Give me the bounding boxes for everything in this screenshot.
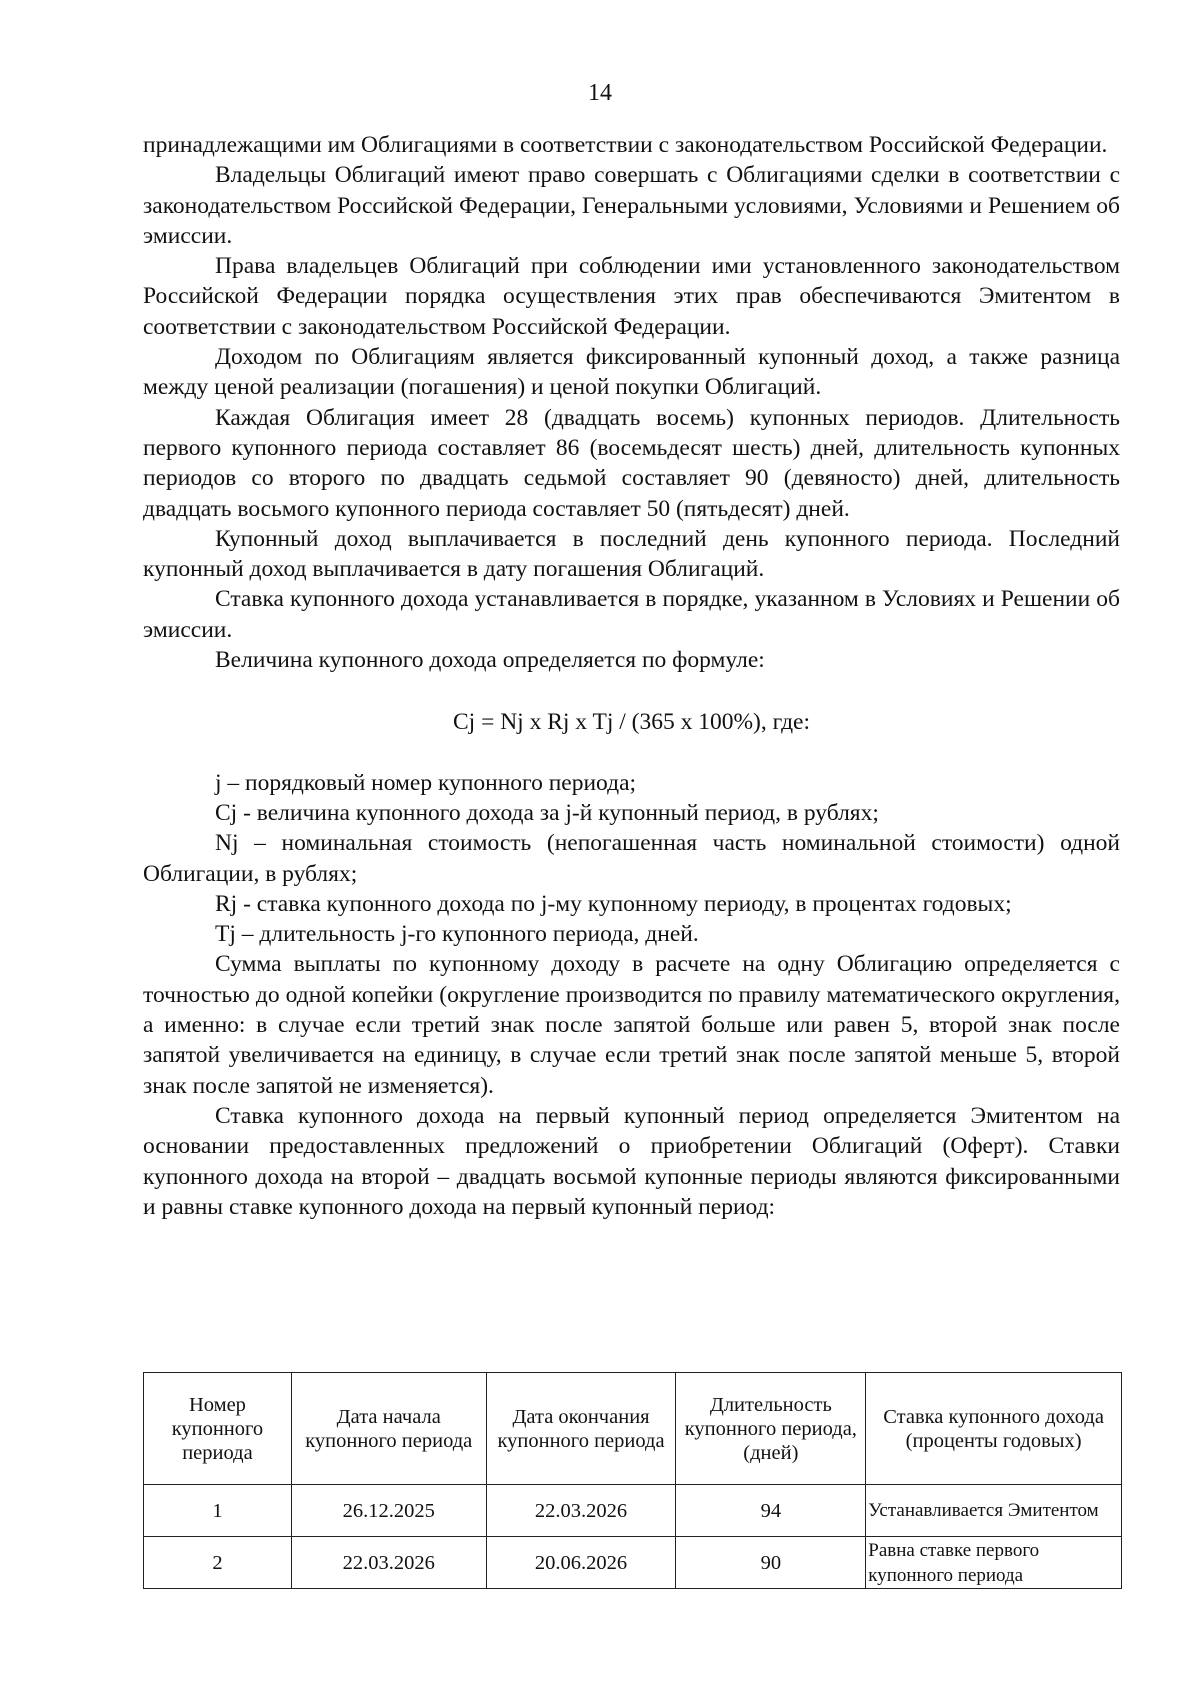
paragraph: Доходом по Облигациям является фиксированный купонный доход, а также разница между ценой реализации (погашения) и ценой покупки Облигаций. (143, 344, 1120, 401)
cell-coupon-rate: Равна ставке первого купонного периода (866, 1537, 1122, 1589)
header-end-date: Дата окончания купонного периода (486, 1373, 676, 1485)
cell-period-number: 1 (144, 1485, 292, 1537)
header-start-date: Дата начала купонного периода (291, 1373, 486, 1485)
document-body (143, 130, 1120, 1222)
paragraph: Ставка купонного дохода на первый купонный период определяется Эмитентом на основании предоставленных предложений о приобретении Облигаций (Оферт). Ставки купонного дохода на второй – двадцать восьмой купонные периоды являются фиксированными и равны ставке купонного дохода на первый купонный период: (143, 1102, 1120, 1220)
paragraph: Величина купонного дохода определяется по формуле: (215, 647, 765, 674)
header-coupon-rate: Ставка купонного дохода (проценты годовых) (866, 1373, 1122, 1485)
paragraph: Сумма выплаты по купонному доходу в расчете на одну Облигацию определяется с точностью до одной копейки (округление производится по правилу математического округления, а именно: в случае если третий знак после запятой больше или равен 5, второй знак после запятой увеличивается на единицу, в случае если третий знак после запятой меньше 5, второй знак после запятой не изменяется). (143, 951, 1120, 1099)
table-header-row (144, 1373, 1122, 1485)
coupon-formula: Cj = Nj x Rj x Tj / (365 x 100%), где: (452, 709, 810, 736)
paragraph: Каждая Облигация имеет 28 (двадцать восемь) купонных периодов. Длительность первого купонного периода составляет 86 (восемьдесят шесть) дней, длительность купонных периодов со второго по двадцать седьмой составляет 90 (девяносто) дней, длительность двадцать восьмого купонного периода составляет 50 (пятьдесят) дней. (143, 404, 1120, 522)
definition-cj: Cj - величина купонного дохода за j-й купонный период, в рублях; (215, 799, 879, 826)
table-row (144, 1537, 1122, 1589)
cell-duration: 90 (676, 1537, 866, 1589)
definition-nj: Nj – номинальная стоимость (непогашенная часть номинальной стоимости) одной Облигации, в рублях; (143, 830, 1120, 887)
paragraph: Купонный доход выплачивается в последний день купонного периода. Последний купонный доход выплачивается в дату погашения Облигаций. (143, 525, 1120, 583)
page-number: 14 (588, 80, 612, 106)
cell-period-number: 2 (144, 1537, 292, 1589)
cell-start-date: 22.03.2026 (291, 1537, 486, 1589)
table-row (144, 1485, 1122, 1537)
header-period-number: Номер купонного периода (144, 1373, 292, 1485)
cell-end-date: 20.06.2026 (486, 1537, 676, 1589)
paragraph: Права владельцев Облигаций при соблюдении ими установленного законодательством Российской Федерации порядка осуществления этих прав обеспечиваются Эмитентом в соответствии с законодательством Российской Федерации. (143, 253, 1120, 340)
cell-duration: 94 (676, 1485, 866, 1537)
paragraph: принадлежащими им Облигациями в соответствии с законодательством Российской Федерации. (143, 132, 1108, 158)
paragraph: Ставка купонного дохода устанавливается в порядке, указанном в Условиях и Решении об эмиссии. (143, 586, 1120, 643)
paragraph: Владельцы Облигаций имеют право совершать с Облигациями сделки в соответствии с законодательством Российской Федерации, Генеральными условиями, Условиями и Решением об эмиссии. (143, 162, 1120, 249)
cell-end-date: 22.03.2026 (486, 1485, 676, 1537)
definition-rj: Rj - ставка купонного дохода по j-му купонному периоду, в процентах годовых; (215, 890, 1012, 917)
cell-coupon-rate: Устанавливается Эмитентом (866, 1485, 1122, 1537)
definition-tj: Tj – длительность j-го купонного периода, дней. (215, 921, 699, 948)
header-duration: Длительность купонного периода, (дней) (676, 1373, 866, 1485)
definition-j: j – порядковый номер купонного периода; (215, 769, 637, 796)
coupon-periods-table (143, 1372, 1122, 1589)
cell-start-date: 26.12.2025 (291, 1485, 486, 1537)
